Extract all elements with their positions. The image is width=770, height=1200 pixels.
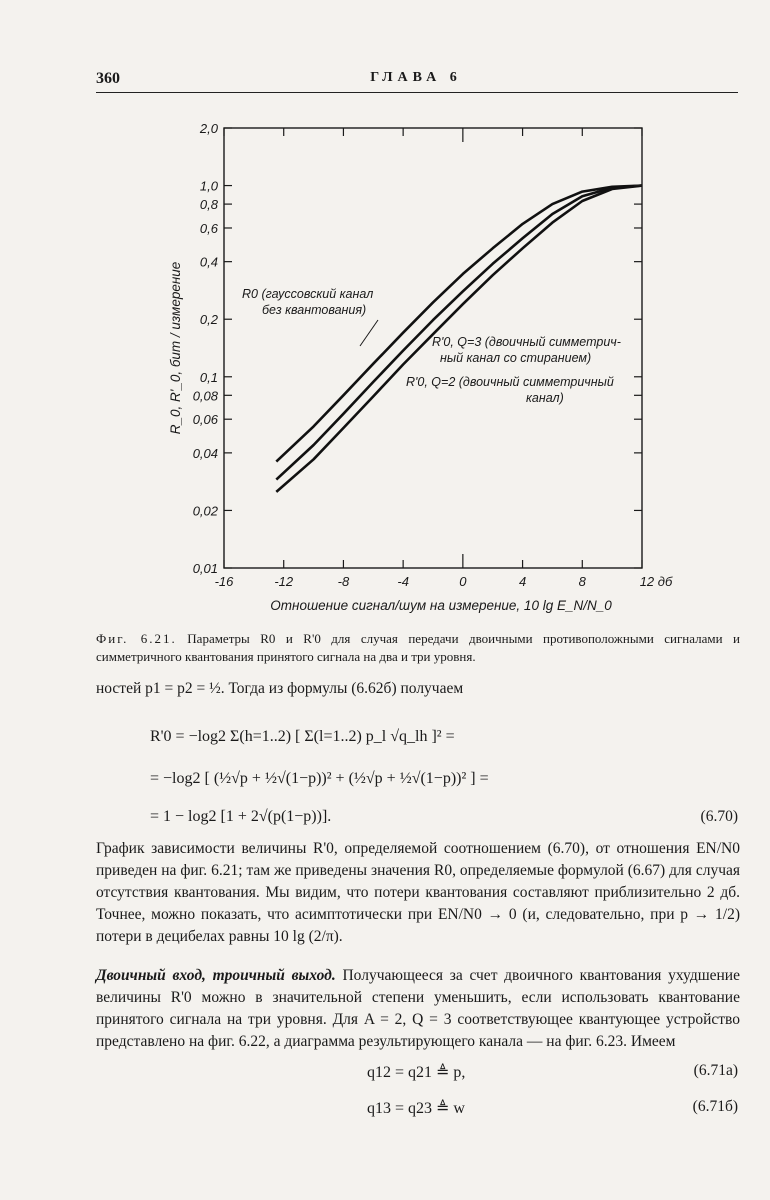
equation-671a: q12 = q21 ≜ p, <box>367 1064 466 1081</box>
y-tick-label: 0,04 <box>192 445 218 461</box>
series-label-2: R'0, Q=3 (двоичный симметрич- <box>432 335 621 349</box>
header-rule <box>96 92 738 93</box>
equation-number-671b: (6.71б) <box>692 1098 738 1115</box>
paragraph-ternary-text: Получающееся за счет двоичного квантования ухудшение величины R'0 можно в значительной степени уменьшить, если использовать квантование принятого сигнала на три уровня. Для A = 2, Q = 3 соответствующее квантующее устройство представлено на фиг. 6.22, а диаграмма результирующего канала — на фиг. 6.23. Имеем <box>96 967 740 1050</box>
x-tick-label: 8 <box>578 574 586 589</box>
x-tick-label: -12 <box>274 574 294 589</box>
y-tick-label: 0,8 <box>199 197 218 213</box>
equation-number-671a: (6.71а) <box>693 1062 738 1079</box>
y-tick-label: 0,4 <box>199 254 218 270</box>
equation-line-1: R'0 = −log2 Σ(h=1..2) [ Σ(l=1..2) p_l √q_lh ]² = <box>150 728 455 745</box>
x-tick-labels <box>215 574 673 589</box>
equation-line-2: = −log2 [ (½√p + ½√(1−p))² + (½√p + ½√(1−p))² ] = <box>150 770 489 787</box>
y-tick-label: 0,2 <box>199 312 218 328</box>
series-label-leader <box>360 320 378 346</box>
page-number: 360 <box>96 70 120 87</box>
series-label-1-line2: без квантования) <box>262 303 367 317</box>
y-tick-labels <box>193 121 219 576</box>
x-tick-label: -8 <box>337 574 350 589</box>
chapter-title: ГЛАВА 6 <box>370 70 462 85</box>
series-label-3: R'0, Q=2 (двоичный симметричный <box>406 375 614 389</box>
x-tick-label: 12 дб <box>639 574 673 589</box>
chart <box>0 100 770 630</box>
equation-number-670: (6.70) <box>700 808 738 825</box>
x-tick-label: -4 <box>397 574 409 589</box>
y-tick-label: 0,1 <box>199 369 218 385</box>
series-label-3-line2: канал) <box>526 391 564 405</box>
y-tick-label: 0,6 <box>199 220 218 236</box>
y-tick-label: 0,01 <box>192 561 218 576</box>
paragraph-graph-description: График зависимости величины R'0, определяемой соотношением (6.70), от отношения EN/N0 приведен на фиг. 6.21; там же приведены значения R0, определяемые формулой (6.67) для случая отсутствия квантования. Мы видим, что потери квантования составляют приблизительно 2 дб. Точнее, можно показать, что асимптотически при EN/N0 → 0 (и, следовательно, при p → 1/2) потери в децибелах равны 10 lg (2/π). <box>96 840 740 945</box>
figure-label: Фиг. 6.21. <box>96 631 177 646</box>
caption-text: Параметры R0 и R'0 для случая передачи двоичными противоположными сигналами и симметричного квантования принятого сигнала на два и три уровня. <box>96 631 741 664</box>
intro-line: ностей p1 = p2 = ½. Тогда из формулы (6.62б) получаем <box>96 680 464 697</box>
equation-line-3: = 1 − log2 [1 + 2√(p(1−p))]. <box>150 808 332 825</box>
y-axis-label: R_0, R'_0, бит / измерение <box>168 261 183 435</box>
x-axis-label: Отношение сигнал/шум на измерение, 10 lg E_N/N_0 <box>270 598 612 613</box>
y-tick-label: 0,02 <box>192 503 218 519</box>
x-tick-label: 0 <box>459 574 467 589</box>
section-run-in-heading: Двоичный вход, троичный выход. <box>96 967 336 984</box>
series-line-1 <box>276 186 642 462</box>
figure-caption <box>96 630 740 666</box>
series-label-1: R0 (гауссовский канал <box>242 287 374 301</box>
y-tick-label: 1,0 <box>199 178 218 194</box>
x-tick-label: -16 <box>214 574 234 589</box>
series-label-2-line2: ный канал со стиранием) <box>440 351 592 365</box>
page-header <box>96 70 736 92</box>
equation-671b: q13 = q23 ≜ w <box>367 1100 465 1117</box>
series-line-2 <box>276 186 642 480</box>
y-tick-label: 0,08 <box>192 388 218 404</box>
paragraph-ternary-output <box>96 965 740 1053</box>
y-tick-label: 0,06 <box>192 412 218 428</box>
y-tick-label: 2,0 <box>199 121 218 136</box>
x-tick-label: 4 <box>518 574 527 589</box>
